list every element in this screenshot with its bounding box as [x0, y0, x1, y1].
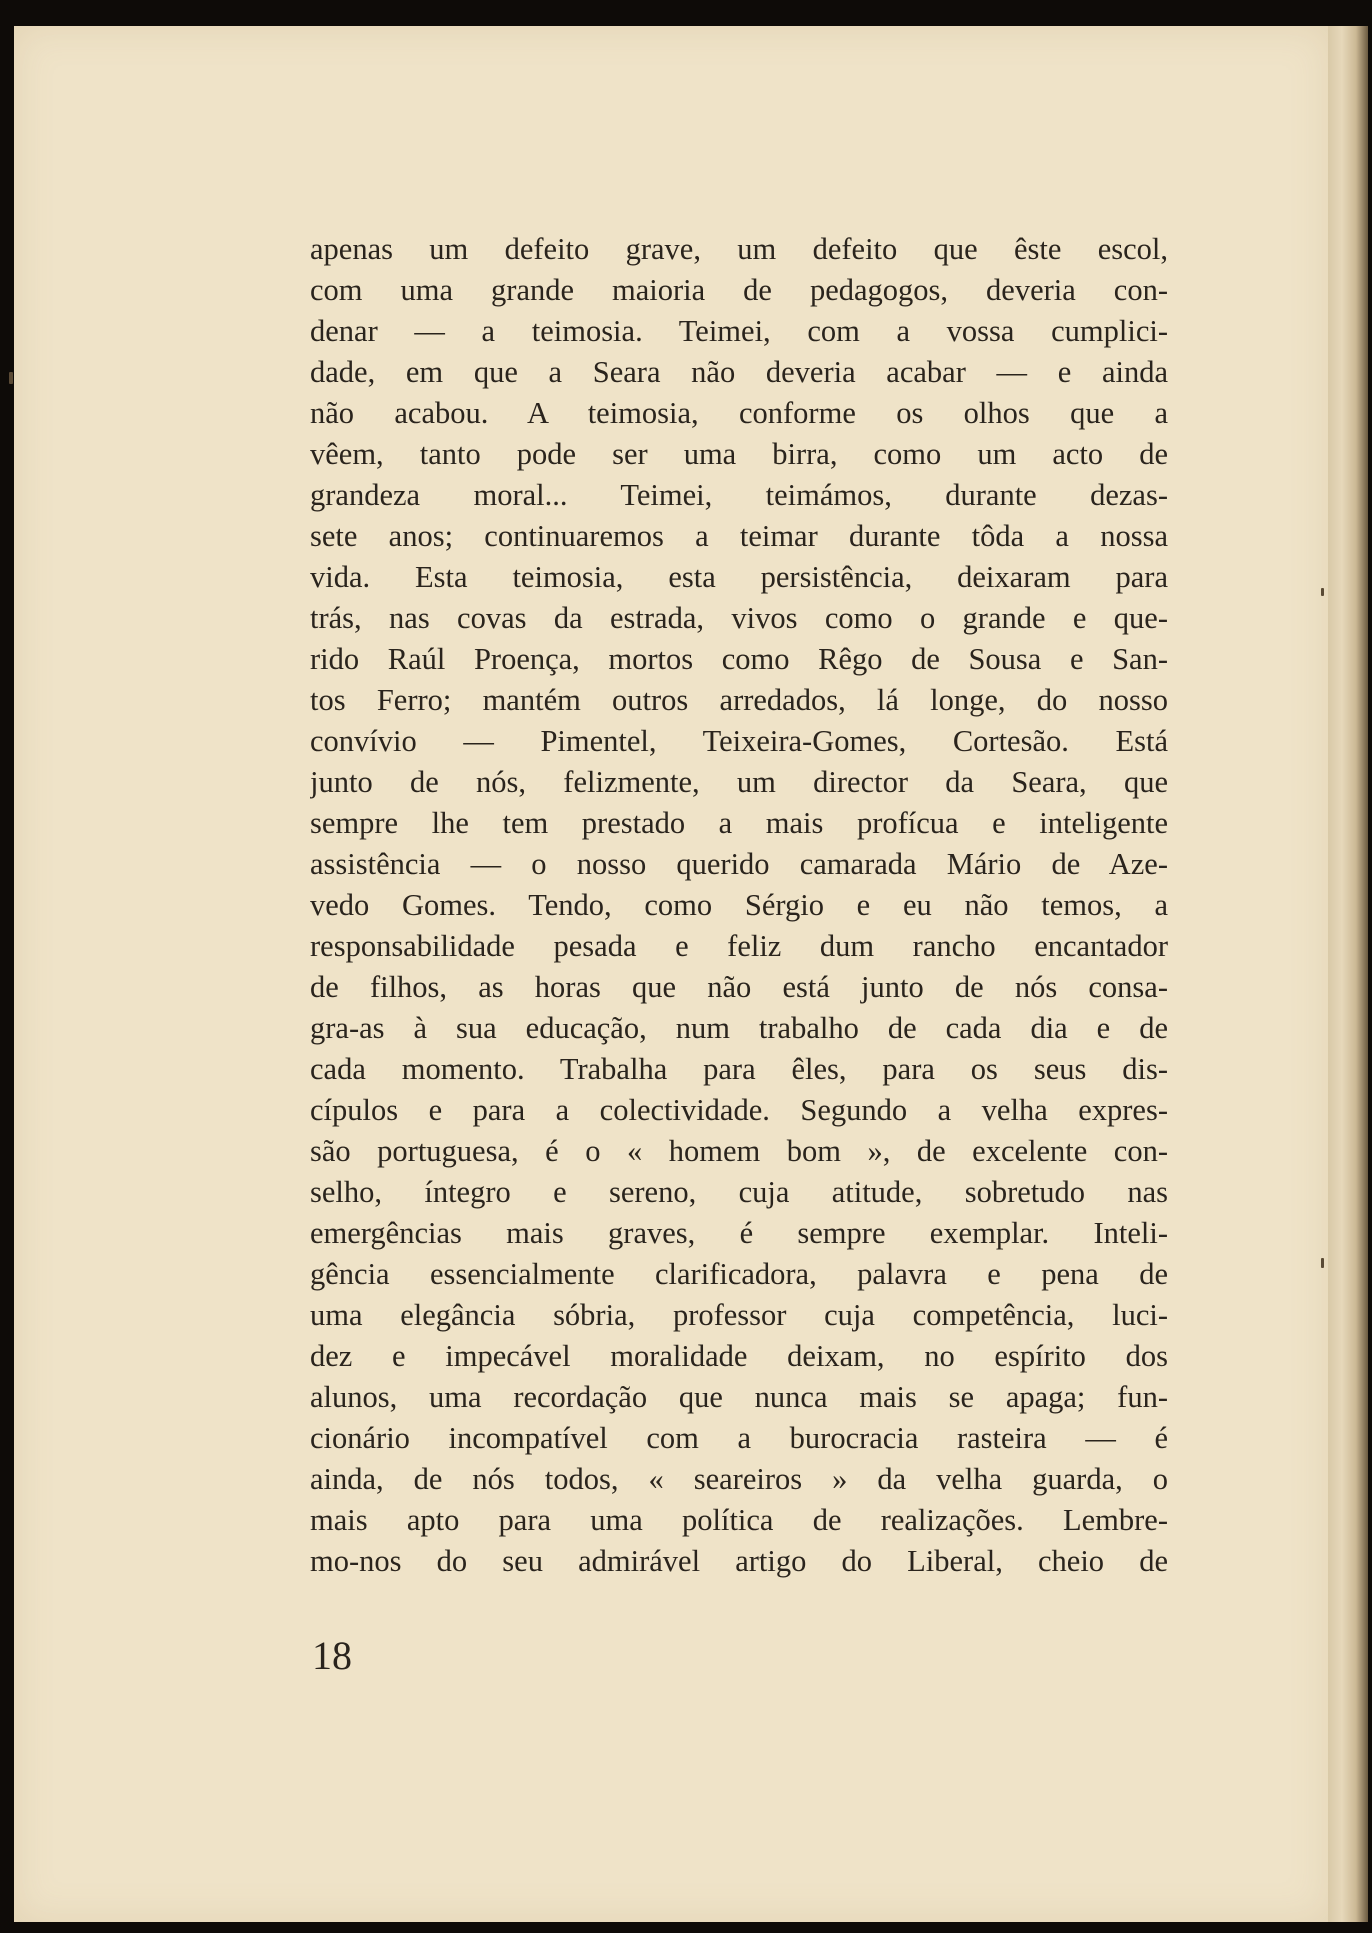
text-line: convívio — Pimentel, Teixeira-Gomes, Cortesão. Está [310, 724, 1168, 758]
margin-speck [1321, 1258, 1324, 1268]
text-line: com uma grande maioria de pedagogos, deveria con- [310, 273, 1168, 307]
text-line: vedo Gomes. Tendo, como Sérgio e eu não temos, a [310, 888, 1168, 922]
text-line: grandeza moral... Teimei, teimámos, durante dezas- [310, 478, 1168, 512]
text-line: vida. Esta teimosia, esta persistência, deixaram para [310, 560, 1168, 594]
text-line: sempre lhe tem prestado a mais profícua e inteligente [310, 806, 1168, 840]
text-line: gência essencialmente clarificadora, palavra e pena de [310, 1257, 1168, 1291]
text-line: uma elegância sóbria, professor cuja competência, luci- [310, 1298, 1168, 1332]
text-line: mais apto para uma política de realizações. Lembre- [310, 1503, 1168, 1537]
text-line: denar — a teimosia. Teimei, com a vossa cumplici- [310, 314, 1168, 348]
body-text [310, 229, 1168, 1582]
page-edge [1328, 26, 1368, 1922]
text-line: assistência — o nosso querido camarada Mário de Aze- [310, 847, 1168, 881]
text-line: rido Raúl Proença, mortos como Rêgo de Sousa e San- [310, 642, 1168, 676]
margin-speck [1321, 588, 1324, 596]
text-line: selho, íntegro e sereno, cuja atitude, sobretudo nas [310, 1175, 1168, 1209]
text-line: são portuguesa, é o « homem bom », de excelente con- [310, 1134, 1168, 1168]
text-line: dade, em que a Seara não deveria acabar — e ainda [310, 355, 1168, 389]
text-line: responsabilidade pesada e feliz dum rancho encantador [310, 929, 1168, 963]
text-line: trás, nas covas da estrada, vivos como o grande e que- [310, 601, 1168, 635]
text-line: apenas um defeito grave, um defeito que êste escol, [310, 232, 1168, 266]
text-line: dez e impecável moralidade deixam, no espírito dos [310, 1339, 1168, 1373]
text-line: junto de nós, felizmente, um director da Seara, que [310, 765, 1168, 799]
scan-top-border [0, 0, 1372, 26]
text-line: tos Ferro; mantém outros arredados, lá longe, do nosso [310, 683, 1168, 717]
text-line: de filhos, as horas que não está junto de nós consa- [310, 970, 1168, 1004]
text-line: sete anos; continuaremos a teimar durante tôda a nossa [310, 519, 1168, 553]
text-line: alunos, uma recordação que nunca mais se apaga; fun- [310, 1380, 1168, 1414]
text-line: cípulos e para a colectividade. Segundo a velha expres- [310, 1093, 1168, 1127]
margin-speck [9, 372, 13, 384]
text-line: vêem, tanto pode ser uma birra, como um acto de [310, 437, 1168, 471]
text-line: cionário incompatível com a burocracia rasteira — é [310, 1421, 1168, 1455]
text-line: ainda, de nós todos, « seareiros » da velha guarda, o [310, 1462, 1168, 1496]
page-number: 18 [312, 1633, 352, 1678]
text-line: cada momento. Trabalha para êles, para os seus dis- [310, 1052, 1168, 1086]
text-line: mo-nos do seu admirável artigo do Liberal, cheio de [310, 1544, 1168, 1578]
text-line: gra-as à sua educação, num trabalho de cada dia e de [310, 1011, 1168, 1045]
text-line: emergências mais graves, é sempre exemplar. Inteli- [310, 1216, 1168, 1250]
text-line: não acabou. A teimosia, conforme os olhos que a [310, 396, 1168, 430]
